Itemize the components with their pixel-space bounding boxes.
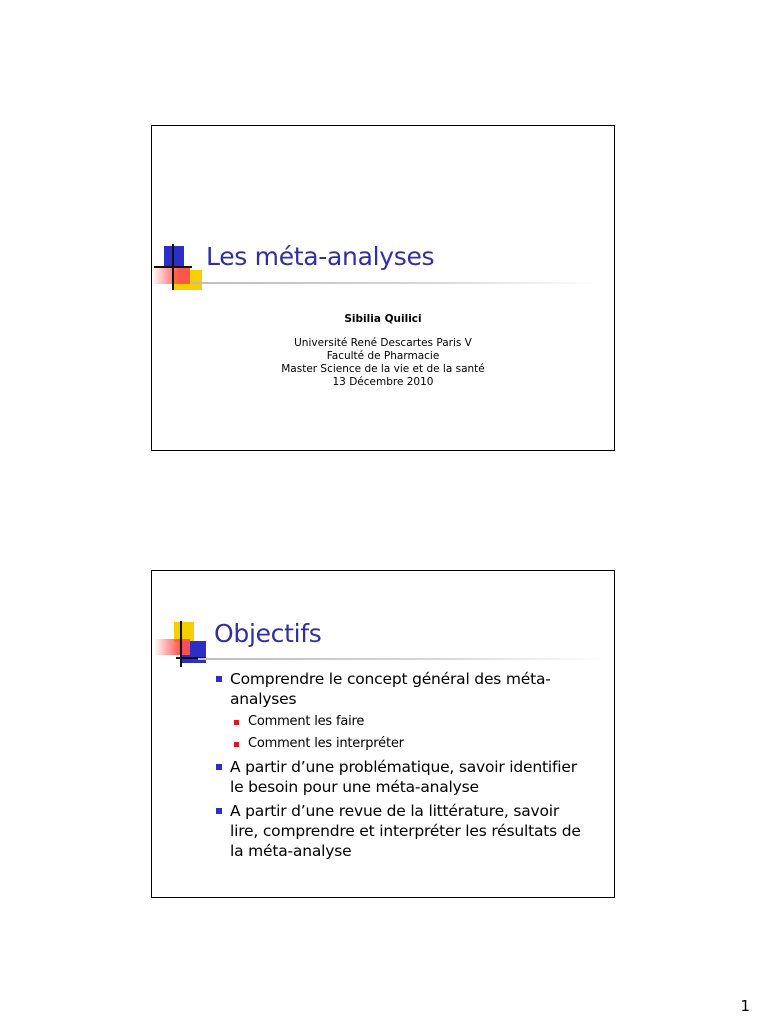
slide-logo-icon <box>152 244 212 304</box>
info-line-date: 13 Décembre 2010 <box>332 376 434 388</box>
sub-list <box>230 713 602 753</box>
slide-objectives <box>151 570 615 898</box>
objectives-list <box>216 669 602 865</box>
bullet-text-line: la méta-analyse <box>230 842 352 860</box>
bullet-text-line: Comprendre le concept général des méta- <box>230 670 551 688</box>
presentation-info <box>152 313 614 389</box>
author-name: Sibilia Quilici <box>344 313 422 325</box>
bullet-text-line: lire, comprendre et interpréter les résultats de <box>230 822 581 840</box>
slide-title: Objectifs <box>214 619 322 648</box>
slide-title: Les méta-analyses <box>206 242 435 271</box>
info-line-university: Université René Descartes Paris V <box>294 337 472 349</box>
page-number: 1 <box>740 997 750 1015</box>
title-divider <box>198 658 606 660</box>
slide-title-page <box>151 125 615 451</box>
list-item <box>216 669 602 753</box>
info-line-faculty: Faculté de Pharmacie <box>326 350 440 362</box>
bullet-text-line: analyses <box>230 690 297 708</box>
bullet-text-line: A partir d’une revue de la littérature, savoir <box>230 802 560 820</box>
bullet-text-line: A partir d’une problématique, savoir identifier <box>230 758 577 776</box>
info-line-program: Master Science de la vie et de la santé <box>281 363 485 375</box>
list-item <box>216 801 602 861</box>
title-divider <box>192 282 602 284</box>
bullet-text-line: le besoin pour une méta-analyse <box>230 778 479 796</box>
sub-list-item: Comment les interpréter <box>234 735 602 753</box>
list-item <box>216 757 602 797</box>
slide-logo-icon <box>154 619 214 679</box>
sub-list-item: Comment les faire <box>234 713 602 731</box>
